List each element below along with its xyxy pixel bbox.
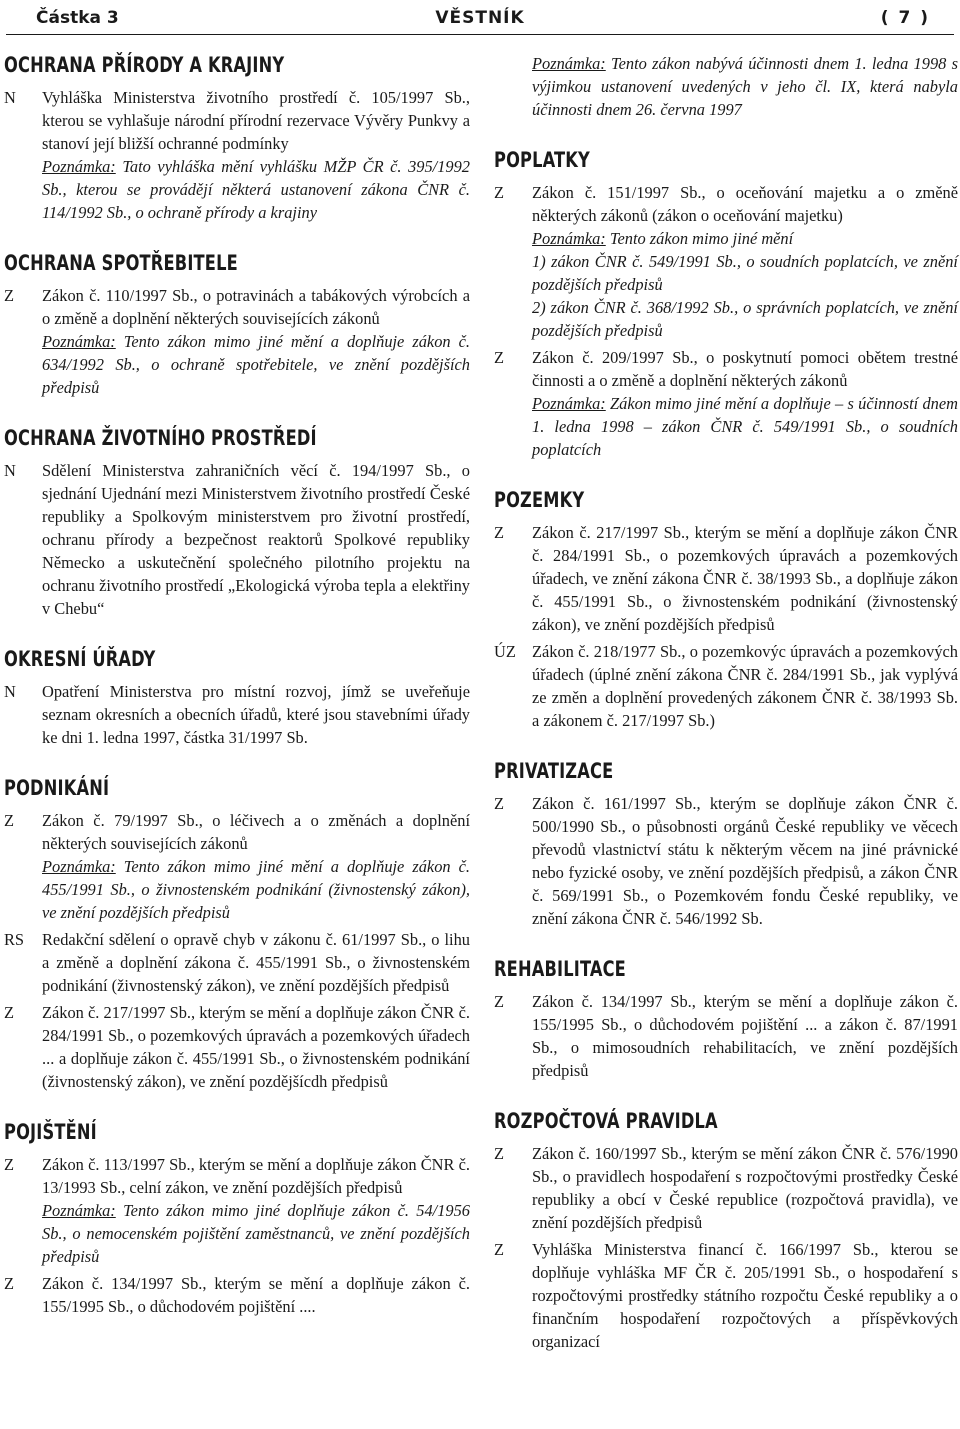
section bbox=[494, 147, 958, 461]
entry-note bbox=[42, 155, 470, 224]
entry-text: Sdělení Ministerstva zahraničních věcí č. 194/1997 Sb., o sjednání Ujednání mezi Ministerstvem životního prostředí České republiky a Spolkovým ministerstvem pro životní prostředí, ochranu přírody a bezpečnost reaktorů Spolkové republiky Německo a uskutečnění společného pilotního projektu na ochranu životního prostředí „Ekologická výroba tepla a elektřiny v Chebu“ bbox=[42, 461, 470, 618]
entry bbox=[494, 1142, 958, 1234]
left-column bbox=[4, 52, 470, 1322]
entry-text: Zákon č. 217/1997 Sb., kterým se mění a doplňuje zákon ČNR č. 284/1991 Sb., o pozemkových úpravách a pozemkových úřadech, ve znění zákona ČNR č. 38/1993 Sb., a doplňuje zákon č. 455/1991 Sb., o živnostenském podnikání (živnostenský zákon), ve znění pozdějších předpisů bbox=[532, 523, 958, 634]
entry bbox=[494, 346, 958, 461]
entry-type-mark: N bbox=[4, 682, 16, 701]
spacer bbox=[4, 228, 470, 250]
header-issue: Částka 3 bbox=[36, 8, 119, 28]
entry-type-mark: ÚZ bbox=[494, 642, 516, 661]
entry-text: Zákon č. 151/1997 Sb., o oceňování majetku a o změně některých zákonů (zákon o oceňování majetku) bbox=[532, 183, 958, 225]
note-item: 1) zákon ČNR č. 549/1991 Sb., o soudních poplatcích, ve znění pozdějších předpisů bbox=[532, 252, 958, 294]
page-header bbox=[6, 0, 954, 35]
note-item: 2) zákon ČNR č. 368/1992 Sb., o správních poplatcích, ve znění pozdějších předpisů bbox=[532, 298, 958, 340]
entry bbox=[494, 181, 958, 342]
spacer bbox=[494, 125, 958, 147]
note-label: Poznámka: bbox=[42, 1201, 116, 1220]
note-text: Tento zákon mimo jiné mění a doplňuje zákon č. 455/1991 Sb., o živnostenském podnikání (živnostenský zákon), ve znění pozdějších předpisů bbox=[42, 857, 470, 922]
entry bbox=[494, 792, 958, 930]
entry-type-mark: N bbox=[4, 461, 16, 480]
entry bbox=[494, 1238, 958, 1353]
section bbox=[494, 1108, 958, 1353]
note-text: Tato vyhláška mění vyhlášku MŽP ČR č. 395/1992 Sb., kterou se provádějí některá ustanovení zákona ČNR č. 114/1992 Sb., o ochraně přírody a krajiny bbox=[42, 157, 470, 222]
note-text: Tento zákon nabývá účinnosti dnem 1. ledna 1998 s výjimkou ustanovení uvedených v jeho čl. IX, která nabyla účinnosti dnem 26. června 1997 bbox=[532, 54, 958, 119]
entry-note bbox=[42, 330, 470, 399]
section bbox=[4, 775, 470, 1093]
entry-text: Zákon č. 160/1997 Sb., kterým se mění zákon ČNR č. 576/1990 Sb., o pravidlech hospodaření s rozpočtovými prostředky České republiky a obcí v České republice (rozpočtová pravidla), ve znění pozdějších předpisů bbox=[532, 1144, 958, 1232]
entry-text: Opatření Ministerstva pro místní rozvoj, jímž se uveřeňuje seznam okresních a obecních úřadů, které jsou stavebními úřady ke dni 1. ledna 1997, částka 31/1997 Sb. bbox=[42, 682, 470, 747]
note-text: Tento zákon mimo jiné mění a doplňuje zákon č. 634/1992 Sb., o ochraně spotřebitele, ve znění pozdějších předpisů bbox=[42, 332, 470, 397]
entry bbox=[494, 640, 958, 732]
entry-text: Redakční sdělení o opravě chyb v zákonu č. 61/1997 Sb., o lihu a změně a doplnění zákona č. 455/1991 Sb., o živnostenském podnikání (živnostenský zákon), ve znění pozdějších předpisů bbox=[42, 930, 470, 995]
spacer bbox=[494, 934, 958, 956]
spacer bbox=[494, 465, 958, 487]
entry-type-mark: Z bbox=[494, 1144, 505, 1163]
entry-type-mark: Z bbox=[4, 286, 15, 305]
note-label: Poznámka: bbox=[42, 157, 116, 176]
spacer bbox=[4, 403, 470, 425]
spacer bbox=[494, 1086, 958, 1108]
section-heading: OCHRANA ŽIVOTNÍHO PROSTŘEDÍ bbox=[4, 426, 317, 450]
entry bbox=[4, 928, 470, 997]
entry-text: Zákon č. 134/1997 Sb., kterým se mění a doplňuje zákon č. 155/1995 Sb., o důchodovém pojištění .... bbox=[42, 1274, 470, 1316]
spacer bbox=[494, 736, 958, 758]
entry-text: Zákon č. 218/1977 Sb., o pozemkovýc úpravách a pozemkových úřadech (úplné znění zákona ČNR č. 284/1991 Sb., jak vyplývá ze změn a doplnění provedených zákonem ČNR č. 38/1993 Sb. a zákonem č. 217/1997 Sb.) bbox=[532, 642, 958, 730]
section-heading: ROZPOČTOVÁ PRAVIDLA bbox=[494, 1109, 718, 1133]
entry-type-mark: Z bbox=[4, 1003, 15, 1022]
section-heading: PODNIKÁNÍ bbox=[4, 776, 110, 800]
section bbox=[4, 52, 470, 224]
section bbox=[494, 956, 958, 1082]
header-title: VĚSTNÍK bbox=[435, 8, 525, 28]
entry-text: Zákon č. 161/1997 Sb., kterým se doplňuje zákon ČNR č. 500/1990 Sb., o působnosti orgánů České republiky ve věcech převodů vlastnictví státu k některým věcem na jiné právnické nebo fyzické osoby, ve znění pozdějších předpisů, a zákon ČNR č. 569/1991 Sb., o Pozemkovém fondu České republiky, ve znění zákona ČNR č. 546/1992 Sb. bbox=[532, 794, 958, 928]
note-label: Poznámka: bbox=[532, 229, 606, 248]
section-heading: OKRESNÍ ÚŘADY bbox=[4, 647, 156, 671]
spacer bbox=[4, 1097, 470, 1119]
entry-note bbox=[532, 392, 958, 461]
section bbox=[494, 487, 958, 732]
section bbox=[4, 1119, 470, 1318]
section bbox=[494, 52, 958, 121]
entry-text: Zákon č. 79/1997 Sb., o léčivech a o změnách a doplnění některých souvisejících zákonů bbox=[42, 811, 470, 853]
section-heading: POZEMKY bbox=[494, 488, 585, 512]
section-heading: PRIVATIZACE bbox=[494, 759, 614, 783]
section bbox=[4, 425, 470, 620]
entry-type-mark: Z bbox=[494, 794, 505, 813]
note-text: Tento zákon mimo jiné doplňuje zákon č. 54/1956 Sb., o nemocenském pojištění zaměstnanců, ve znění pozdějších předpisů bbox=[42, 1201, 470, 1266]
note-label: Poznámka: bbox=[532, 394, 606, 413]
entry-text: Zákon č. 110/1997 Sb., o potravinách a tabákových výrobcích a o změně a doplnění některých souvisejících zákonů bbox=[42, 286, 470, 328]
entry-type-mark: Z bbox=[494, 992, 505, 1011]
right-column bbox=[494, 52, 958, 1357]
entry-text: Zákon č. 113/1997 Sb., kterým se mění a doplňuje zákon ČNR č. 13/1993 Sb., celní zákon, ve znění pozdějších předpisů bbox=[42, 1155, 470, 1197]
spacer bbox=[4, 753, 470, 775]
note-text: Zákon mimo jiné mění a doplňuje – s účinností dnem 1. ledna 1998 – zákon ČNR č. 549/1991 Sb., o soudních poplatcích bbox=[532, 394, 958, 459]
entry-type-mark: RS bbox=[4, 930, 25, 949]
section-heading: OCHRANA SPOTŘEBITELE bbox=[4, 251, 238, 275]
note-text: Tento zákon mimo jiné mění bbox=[609, 229, 794, 248]
entry-note bbox=[532, 227, 958, 250]
entry-note bbox=[42, 1199, 470, 1268]
section-heading: POJIŠTĚNÍ bbox=[4, 1120, 97, 1144]
entry bbox=[4, 459, 470, 620]
entry bbox=[4, 680, 470, 749]
section bbox=[494, 758, 958, 930]
section-heading: REHABILITACE bbox=[494, 957, 626, 981]
entry bbox=[494, 521, 958, 636]
entry-type-mark: Z bbox=[494, 1240, 505, 1259]
entry bbox=[4, 1272, 470, 1318]
section bbox=[4, 250, 470, 399]
entry-type-mark: Z bbox=[494, 348, 505, 367]
entry bbox=[494, 52, 958, 121]
entry-note bbox=[532, 52, 958, 121]
entry-text: Vyhláška Ministerstva financí č. 166/1997 Sb., kterou se doplňuje vyhláška MF ČR č. 205/1991 Sb., o hospodaření s rozpočtovými prostředky státního rozpočtu České republiky a o finančním hospodaření rozpočtových a příspěvkových organizací bbox=[532, 1240, 958, 1351]
entry bbox=[4, 86, 470, 224]
entry-type-mark: Z bbox=[494, 523, 505, 542]
note-label: Poznámka: bbox=[42, 332, 116, 351]
entry bbox=[4, 1001, 470, 1093]
entry-type-mark: N bbox=[4, 88, 16, 107]
entry bbox=[4, 284, 470, 399]
entry-type-mark: Z bbox=[4, 1155, 15, 1174]
note-label: Poznámka: bbox=[42, 857, 116, 876]
entry-text: Vyhláška Ministerstva životního prostředí č. 105/1997 Sb., kterou se vyhlašuje národní přírodní rezervace Vývěry Punkvy a stanoví její bližší ochranné podmínky bbox=[42, 88, 470, 153]
entry-text: Zákon č. 217/1997 Sb., kterým se mění a doplňuje zákon ČNR č. 284/1991 Sb., o pozemkových úpravách a pozemkových úřadech ... a doplňuje zákon č. 455/1991 Sb., o živnostenském podnikání (živnostenský zákon), ve znění pozdějšícdh předpisů bbox=[42, 1003, 470, 1091]
spacer bbox=[4, 624, 470, 646]
note-label: Poznámka: bbox=[532, 54, 606, 73]
section-heading: POPLATKY bbox=[494, 148, 590, 172]
section-heading: OCHRANA PŘÍRODY A KRAJINY bbox=[4, 53, 285, 77]
entry-note bbox=[42, 855, 470, 924]
entry bbox=[494, 990, 958, 1082]
header-page-number: ( 7 ) bbox=[880, 8, 930, 28]
entry bbox=[4, 809, 470, 924]
section bbox=[4, 646, 470, 749]
entry bbox=[4, 1153, 470, 1268]
entry-type-mark: Z bbox=[494, 183, 505, 202]
entry-type-mark: Z bbox=[4, 1274, 15, 1293]
entry-text: Zákon č. 134/1997 Sb., kterým se mění a doplňuje zákon č. 155/1995 Sb., o důchodovém pojištění ... a zákon č. 87/1991 Sb., o mimosoudních rehabilitacích, ve znění pozdějších předpisů bbox=[532, 992, 958, 1080]
entry-text: Zákon č. 209/1997 Sb., o poskytnutí pomoci obětem trestné činnosti a o změně a doplnění některých zákonů bbox=[532, 348, 958, 390]
entry-type-mark: Z bbox=[4, 811, 15, 830]
